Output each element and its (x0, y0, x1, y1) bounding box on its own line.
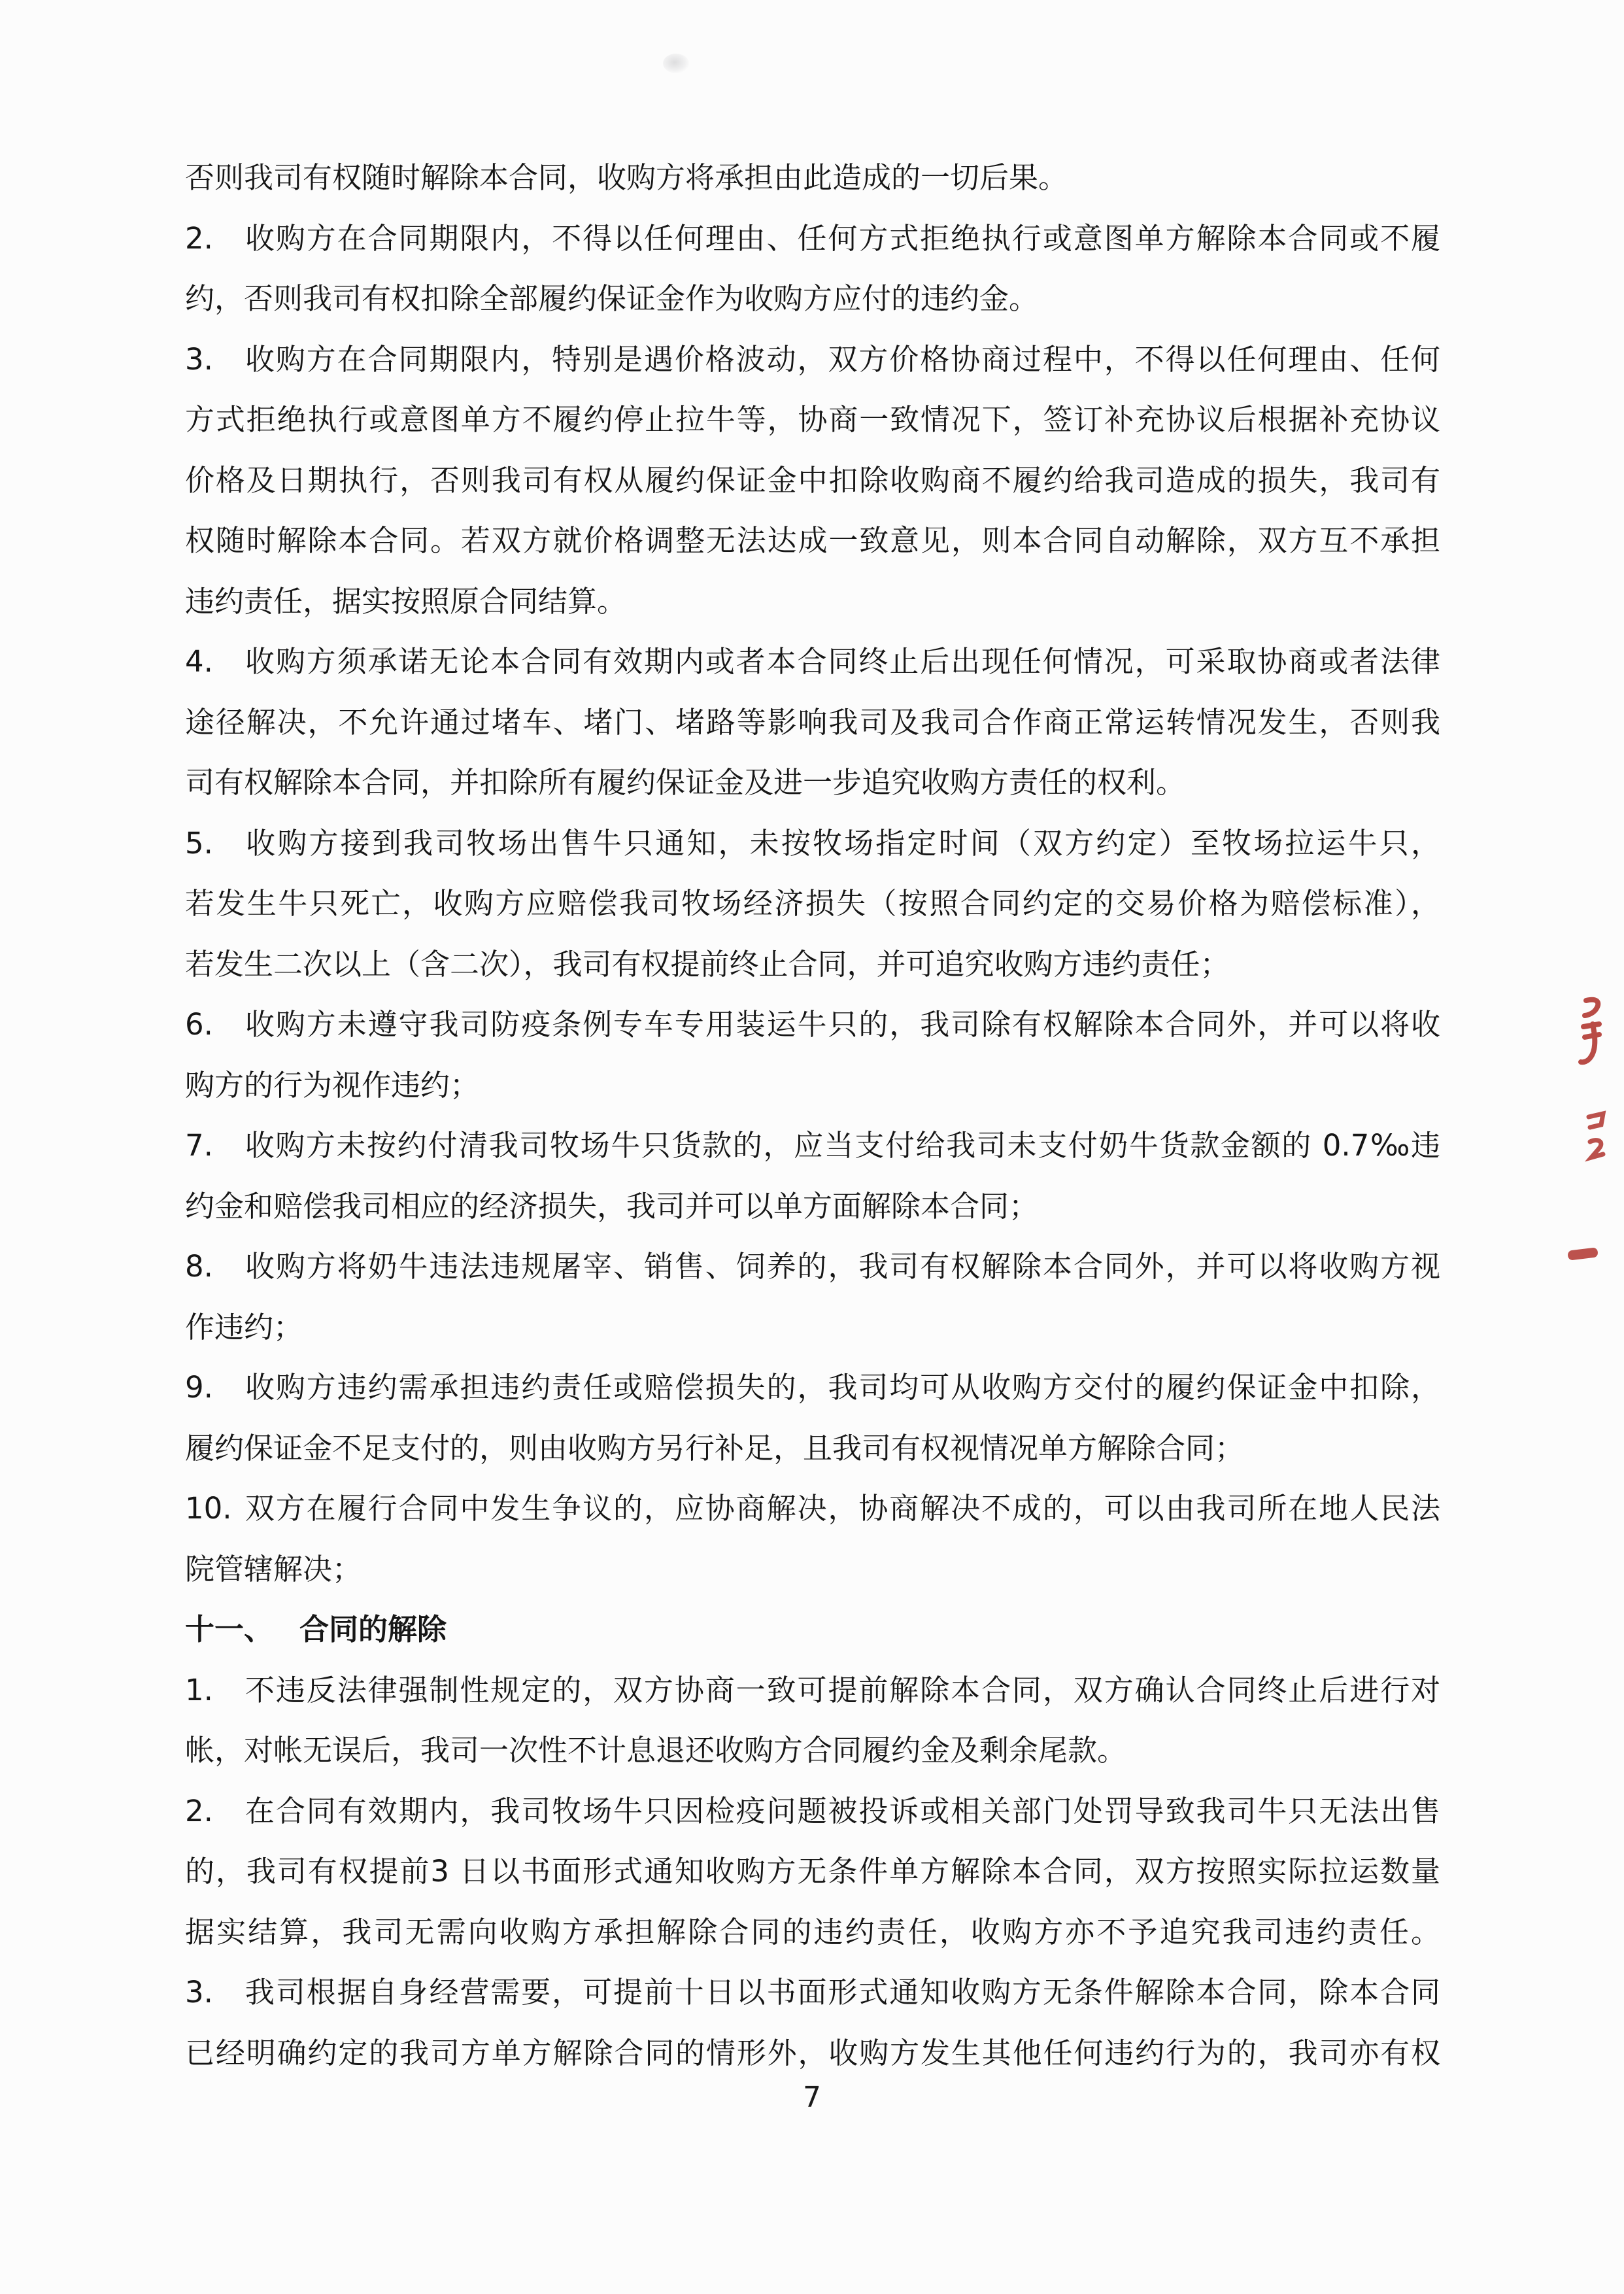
contract-line (185, 1841, 1440, 1902)
contract-line (185, 209, 1440, 269)
contract-line (185, 934, 1440, 995)
contract-line (185, 1358, 1440, 1418)
ink-smudge (663, 54, 689, 73)
clause-text: 据实结算，我司无需向收购方承担解除合同的违约责任，收购方亦不予追究我司违约责任。 (185, 1914, 1440, 1949)
contract-line (185, 874, 1440, 934)
clause-number: 十一、 (185, 1612, 274, 1647)
contract-line (185, 390, 1440, 451)
clause-text: 约金和赔偿我司相应的经济损失，我司并可以单方面解除本合同； (185, 1188, 1039, 1224)
contract-line (185, 753, 1440, 813)
clause-number: 3. (185, 341, 213, 377)
contract-line (185, 995, 1440, 1055)
contract-line (185, 1660, 1440, 1721)
contract-line (185, 2023, 1440, 2084)
clause-text: 购方的行为视作违约； (185, 1067, 480, 1103)
page-number: 7 (803, 2081, 821, 2114)
contract-line (185, 148, 1440, 209)
clause-number: 8. (185, 1249, 213, 1284)
clause-number: 9. (185, 1370, 213, 1405)
clause-text: 途径解决，不允许通过堵车、堵门、堵路等影响我司及我司合作商正常运转情况发生，否则我 (185, 704, 1440, 740)
contract-line (185, 330, 1440, 390)
clause-number: 1. (185, 1672, 213, 1707)
section-heading-label: 合同的解除 (299, 1612, 447, 1647)
clause-text: 否则我司有权随时解除本合同，收购方将承担由此造成的一切后果。 (185, 160, 1068, 195)
clause-number: 7. (185, 1128, 213, 1163)
clause-number: 6. (185, 1007, 213, 1042)
contract-line (185, 1176, 1440, 1237)
contract-line (185, 1539, 1440, 1600)
clause-text: 双方在履行合同中发生争议的，应协商解决，协商解决不成的，可以由我司所在地人民法 (244, 1491, 1440, 1526)
clause-text: 的，我司有权提前3 日以书面形式通知收购方无条件单方解除本合同，双方按照实际拉运数量 (185, 1854, 1440, 1889)
contract-line (185, 1479, 1440, 1539)
contract-line (185, 1720, 1440, 1781)
clause-text: 司有权解除本合同，并扣除所有履约保证金及进一步追究收购方责任的权利。 (185, 765, 1186, 800)
clause-text: 若发生牛只死亡，收购方应赔偿我司牧场经济损失（按照合同约定的交易价格为赔偿标准）， (185, 886, 1440, 921)
clause-number: 10. (185, 1491, 232, 1526)
clause-text: 权随时解除本合同。若双方就价格调整无法达成一致意见，则本合同自动解除，双方互不承担 (185, 523, 1440, 558)
stamp-fragment-top-icon (1577, 995, 1604, 1069)
contract-text (185, 148, 1440, 2083)
contract-line (185, 1297, 1440, 1358)
clause-text: 已经明确约定的我司方单方解除合同的情形外，收购方发生其他任何违约行为的，我司亦有权 (185, 2035, 1440, 2070)
clause-text: 履约保证金不足支付的，则由收购方另行补足，且我司有权视情况单方解除合同； (185, 1430, 1245, 1465)
clause-text: 价格及日期执行，否则我司有权从履约保证金中扣除收购商不履约给我司造成的损失，我司有 (185, 462, 1440, 498)
contract-line (185, 1902, 1440, 1963)
section-heading (185, 1600, 1440, 1660)
clause-number: 3. (185, 1975, 213, 2010)
clause-text: 违约责任，据实按照原合同结算。 (185, 583, 627, 619)
contract-line (185, 572, 1440, 632)
contract-line (185, 1418, 1440, 1479)
clause-text: 收购方未遵守我司防疫条例专车专用装运牛只的，我司除有权解除本合同外，并可以将收 (244, 1007, 1440, 1042)
clause-text: 收购方未按约付清我司牧场牛只货款的，应当支付给我司未支付奶牛货款金额的 0.7‰违 (244, 1128, 1440, 1163)
contract-line (185, 1055, 1440, 1116)
stamp-fragment-middle-icon (1583, 1109, 1610, 1168)
clause-text: 若发生二次以上（含二次），我司有权提前终止合同，并可追究收购方违约责任； (185, 946, 1230, 982)
clause-text: 收购方违约需承担违约责任或赔偿损失的，我司均可从收购方交付的履约保证金中扣除， (244, 1370, 1440, 1405)
clause-text: 方式拒绝执行或意图单方不履约停止拉牛等，协商一致情况下，签订补充协议后根据补充协议 (185, 402, 1440, 437)
clause-number: 5. (185, 825, 213, 861)
clause-text: 帐，对帐无误后，我司一次性不计息退还收购方合同履约金及剩余尾款。 (185, 1733, 1127, 1768)
clause-text: 收购方须承诺无论本合同有效期内或者本合同终止后出现任何情况，可采取协商或者法律 (244, 644, 1440, 679)
clause-text: 收购方接到我司牧场出售牛只通知，未按牧场指定时间（双方约定）至牧场拉运牛只， (244, 825, 1440, 861)
clause-text: 约，否则我司有权扣除全部履约保证金作为收购方应付的违约金。 (185, 281, 1039, 316)
clause-text: 收购方在合同期限内，不得以任何理由、任何方式拒绝执行或意图单方解除本合同或不履 (244, 220, 1440, 256)
clause-number: 2. (185, 220, 213, 256)
clause-text: 我司根据自身经营需要，可提前十日以书面形式通知收购方无条件解除本合同，除本合同 (244, 1975, 1440, 2010)
contract-line (185, 269, 1440, 330)
stamp-fragment-dash-icon (1567, 1247, 1598, 1260)
contract-line (185, 1237, 1440, 1297)
contract-line (185, 451, 1440, 511)
contract-line (185, 511, 1440, 572)
clause-text: 院管辖解决； (185, 1551, 362, 1586)
clause-text: 收购方在合同期限内，特别是遇价格波动，双方价格协商过程中，不得以任何理由、任何 (244, 341, 1440, 377)
contract-line (185, 1781, 1440, 1842)
contract-line (185, 1116, 1440, 1176)
contract-line (185, 632, 1440, 693)
contract-line (185, 1962, 1440, 2023)
clause-number: 4. (185, 644, 213, 679)
contract-line (185, 813, 1440, 874)
clause-text: 在合同有效期内，我司牧场牛只因检疫问题被投诉或相关部门处罚导致我司牛只无法出售 (244, 1793, 1440, 1828)
clause-text: 不违反法律强制性规定的，双方协商一致可提前解除本合同，双方确认合同终止后进行对 (244, 1672, 1440, 1707)
clause-number: 2. (185, 1793, 213, 1828)
contract-line (185, 693, 1440, 753)
clause-text: 作违约； (185, 1309, 303, 1344)
clause-text: 收购方将奶牛违法违规屠宰、销售、饲养的，我司有权解除本合同外，并可以将收购方视 (244, 1249, 1440, 1284)
